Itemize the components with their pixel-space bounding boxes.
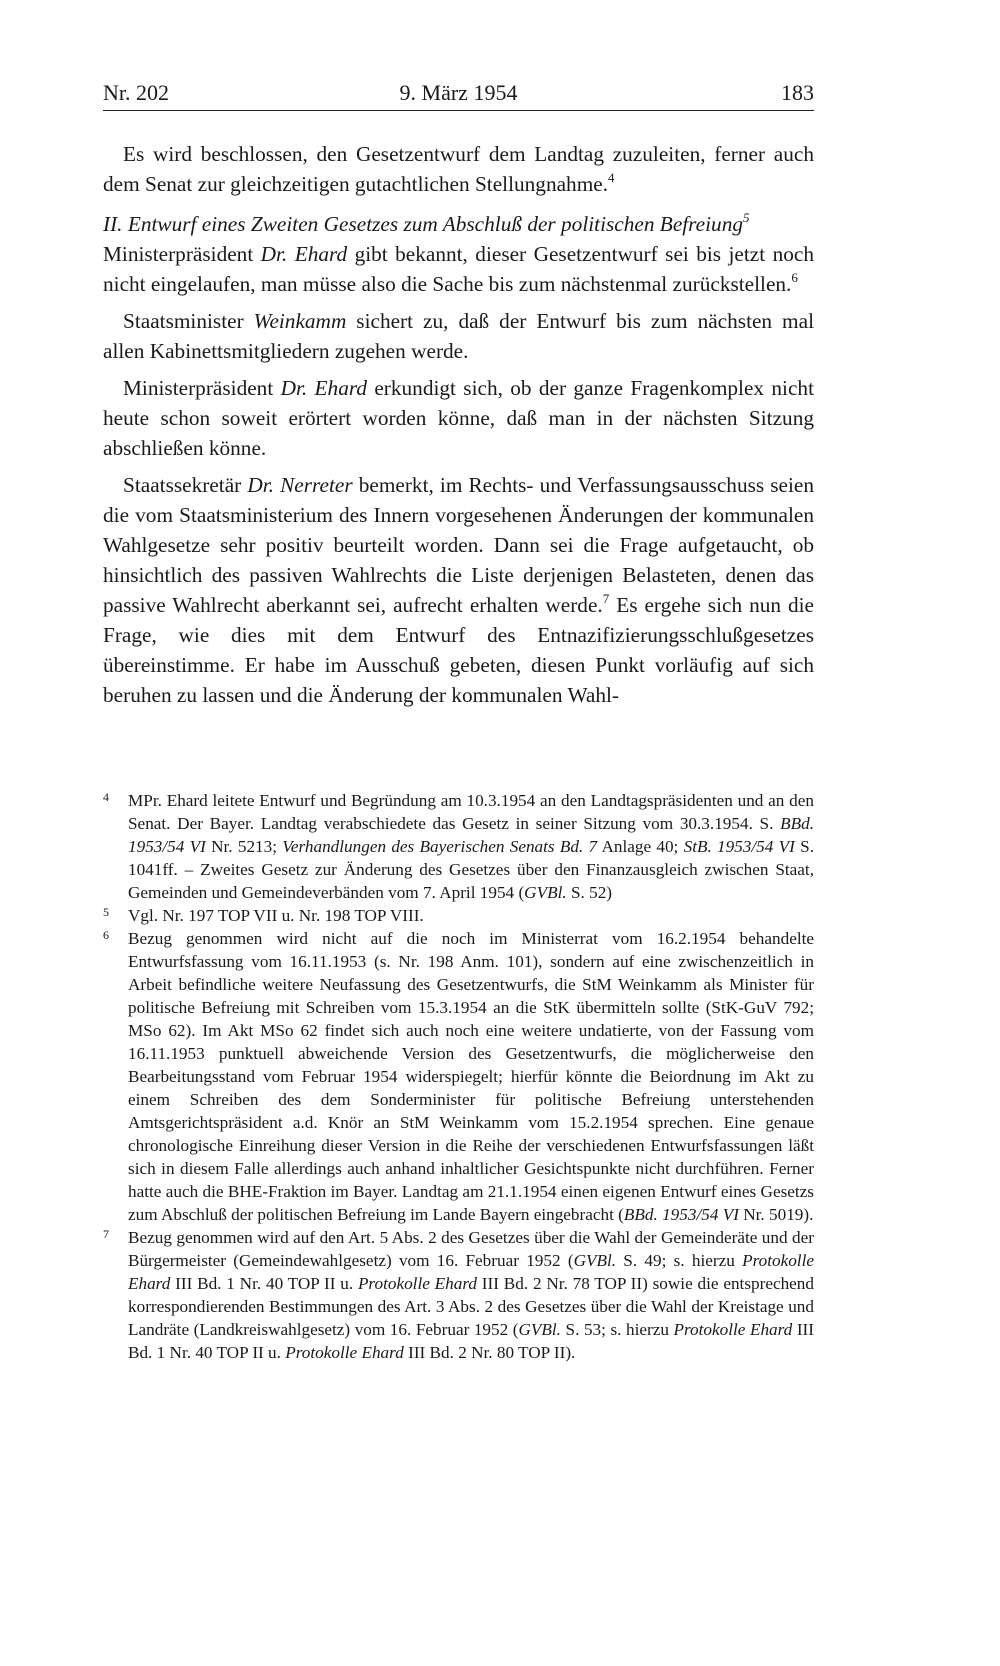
speaker-name: Dr. Ehard bbox=[260, 242, 348, 266]
footnote-7: 7 Bezug genommen wird auf den Art. 5 Abs. 2 des Gesetzes über die Wahl der Gemeinderäte und der Bürgermeister (Gemeindewahlgesetz) vom 16. Februar 1952 (GVBl. S. 49; s. hierzu Protokolle Ehard III Bd. 1 Nr. 40 TOP II u. Protokolle Ehard III Bd. 2 Nr. 78 TOP II) sowie die entsprechend korrespondierenden Bestimmungen des Art. 3 Abs. 2 des Gesetzes über die Wahl der Kreistage und Landräte (Landkreiswahlgesetz) vom 16. Februar 1952 (GVBl. S. 53; s. hierzu Protokolle Ehard III Bd. 1 Nr. 40 TOP II u. Protokolle Ehard III Bd. 2 Nr. 80 TOP II). bbox=[103, 1226, 814, 1364]
footnote-number: 5 bbox=[103, 905, 109, 919]
page-number: 183 bbox=[781, 80, 814, 105]
footnote-ref[interactable]: 7 bbox=[602, 590, 610, 606]
agenda-item-heading: II. Entwurf eines Zweiten Gesetzes zum Abschluß der politischen Befreiung$^5$ bbox=[103, 209, 750, 236]
paragraph-weinkamm: Staatsminister Weinkamm sichert zu, daß der Entwurf bis zum nächsten mal allen Kabinettsmitgliedern zugehen werde. bbox=[103, 309, 814, 363]
footnote-ref[interactable]: 4 bbox=[608, 169, 615, 185]
running-head bbox=[103, 78, 814, 108]
paragraph-ehard-2: Ministerpräsident Dr. Ehard erkundigt sich, ob der ganze Fragenkomplex nicht heute schon soweit erörtert worden könne, daß man in der nächsten Sitzung abschließen könne. bbox=[103, 376, 814, 460]
speaker-name: Weinkamm bbox=[253, 309, 347, 333]
paragraph-resolution: Es wird beschlossen, den Gesetzentwurf dem Landtag zuzuleiten, ferner auch dem Senat zur gleichzeitigen gutachtlichen Stellungnahme.$^4$ bbox=[103, 142, 814, 196]
footnote-ref[interactable]: 6 bbox=[791, 269, 798, 285]
speaker-name: Dr. Nerreter bbox=[247, 473, 353, 497]
footnote-number: 7 bbox=[103, 1227, 109, 1241]
main-text bbox=[103, 139, 814, 710]
footnote-number: 4 bbox=[103, 790, 109, 804]
footnotes bbox=[103, 789, 814, 1364]
document-page bbox=[103, 78, 814, 710]
document-number: Nr. 202 bbox=[103, 80, 169, 105]
speaker-name: Dr. Ehard bbox=[280, 376, 367, 400]
footnote-5: 5 Vgl. Nr. 197 TOP VII u. Nr. 198 TOP VIII. bbox=[103, 904, 814, 927]
paragraph-ehard-1: Ministerpräsident Dr. Ehard gibt bekannt, dieser Gesetzentwurf sei bis jetzt noch nicht eingelaufen, man müsse also die Sache bis zum nächstenmal zurückstellen.$^6$ bbox=[103, 242, 814, 296]
paragraph-nerreter: Staatssekretär Dr. Nerreter bemerkt, im Rechts- und Verfassungsausschuss seien die vom Staatsministerium des Innern vorgesehenen Änderungen der kommunalen Wahlgesetze sehr positiv beurteilt worden. Dann sei die Frage aufgetaucht, ob hinsichtlich des passiven Wahlrechts die Liste derjenigen Belasteten, denen das passive Wahlrecht aberkannt sei, aufrecht erhalten werde.$^7$ Es ergehe sich nun die Frage, wie dies mit dem Entwurf des Entnazifizierungsschlußgesetzes übereinstimme. Er habe im Ausschuß gebeten, diesen Punkt vorläufig auf sich beruhen zu lassen und die Änderung der kommunalen Wahl- bbox=[103, 473, 815, 707]
footnote-4: 4 MPr. Ehard leitete Entwurf und Begründung am 10.3.1954 an den Landtagspräsidenten und an den Senat. Der Bayer. Landtag verabschiedete das Gesetz in seiner Sitzung vom 30.3.1954. S. BBd. 1953/54 VI Nr. 5213; Verhandlungen des Bayerischen Senats Bd. 7 Anlage 40; StB. 1953/54 VI S. 1041ff. – Zweites Gesetz zur Änderung des Gesetzes über den Finanzausgleich zwischen Staat, Gemeinden und Gemeindeverbänden vom 7. April 1954 (GVBl. S. 52) bbox=[103, 789, 814, 904]
footnote-6: 6 Bezug genommen wird nicht auf die noch im Ministerrat vom 16.2.1954 behandelte Entwurfsfassung vom 16.11.1953 (s. Nr. 198 Anm. 101), sondern auf eine zwischenzeitlich in Arbeit befindliche weitere Neufassung des Gesetzentwurfs, die StM Weinkamm als Minister für politische Befreiung mit Schreiben vom 15.3.1954 an die StK übermitteln sollte (StK-GuV 792; MSo 62). Im Akt MSo 62 findet sich auch noch eine weitere undatierte, von der Fassung vom 16.11.1953 punktuell abweichende Version des Gesetzentwurfs, die möglicherweise den Bearbeitungsstand vom Februar 1954 widerspiegelt; hierfür könnte die Beiordnung im Akt zu einem Schreiben des dem Sonderminister für politische Befreiung unterstehenden Amtsgerichtspräsident a.d. Knör an StM Weinkamm vom 15.2.1954 sprechen. Eine genaue chronologische Einreihung dieser Version in die Reihe der verschiedenen Entwurfsfassungen läßt sich in diesem Falle allerdings auch anhand inhaltlicher Gesichtspunkte nicht durchführen. Ferner hatte auch die BHE-Fraktion im Bayer. Landtag am 21.1.1954 einen eigenen Entwurf eines Gesetzs zum Abschluß der politischen Befreiung im Lande Bayern eingebracht (BBd. 1953/54 VI Nr. 5019). bbox=[103, 927, 814, 1226]
session-date: 9. März 1954 bbox=[399, 80, 518, 105]
header-rule bbox=[103, 110, 814, 111]
footnote-ref[interactable]: 5 bbox=[743, 209, 750, 225]
footnote-number: 6 bbox=[103, 928, 109, 942]
